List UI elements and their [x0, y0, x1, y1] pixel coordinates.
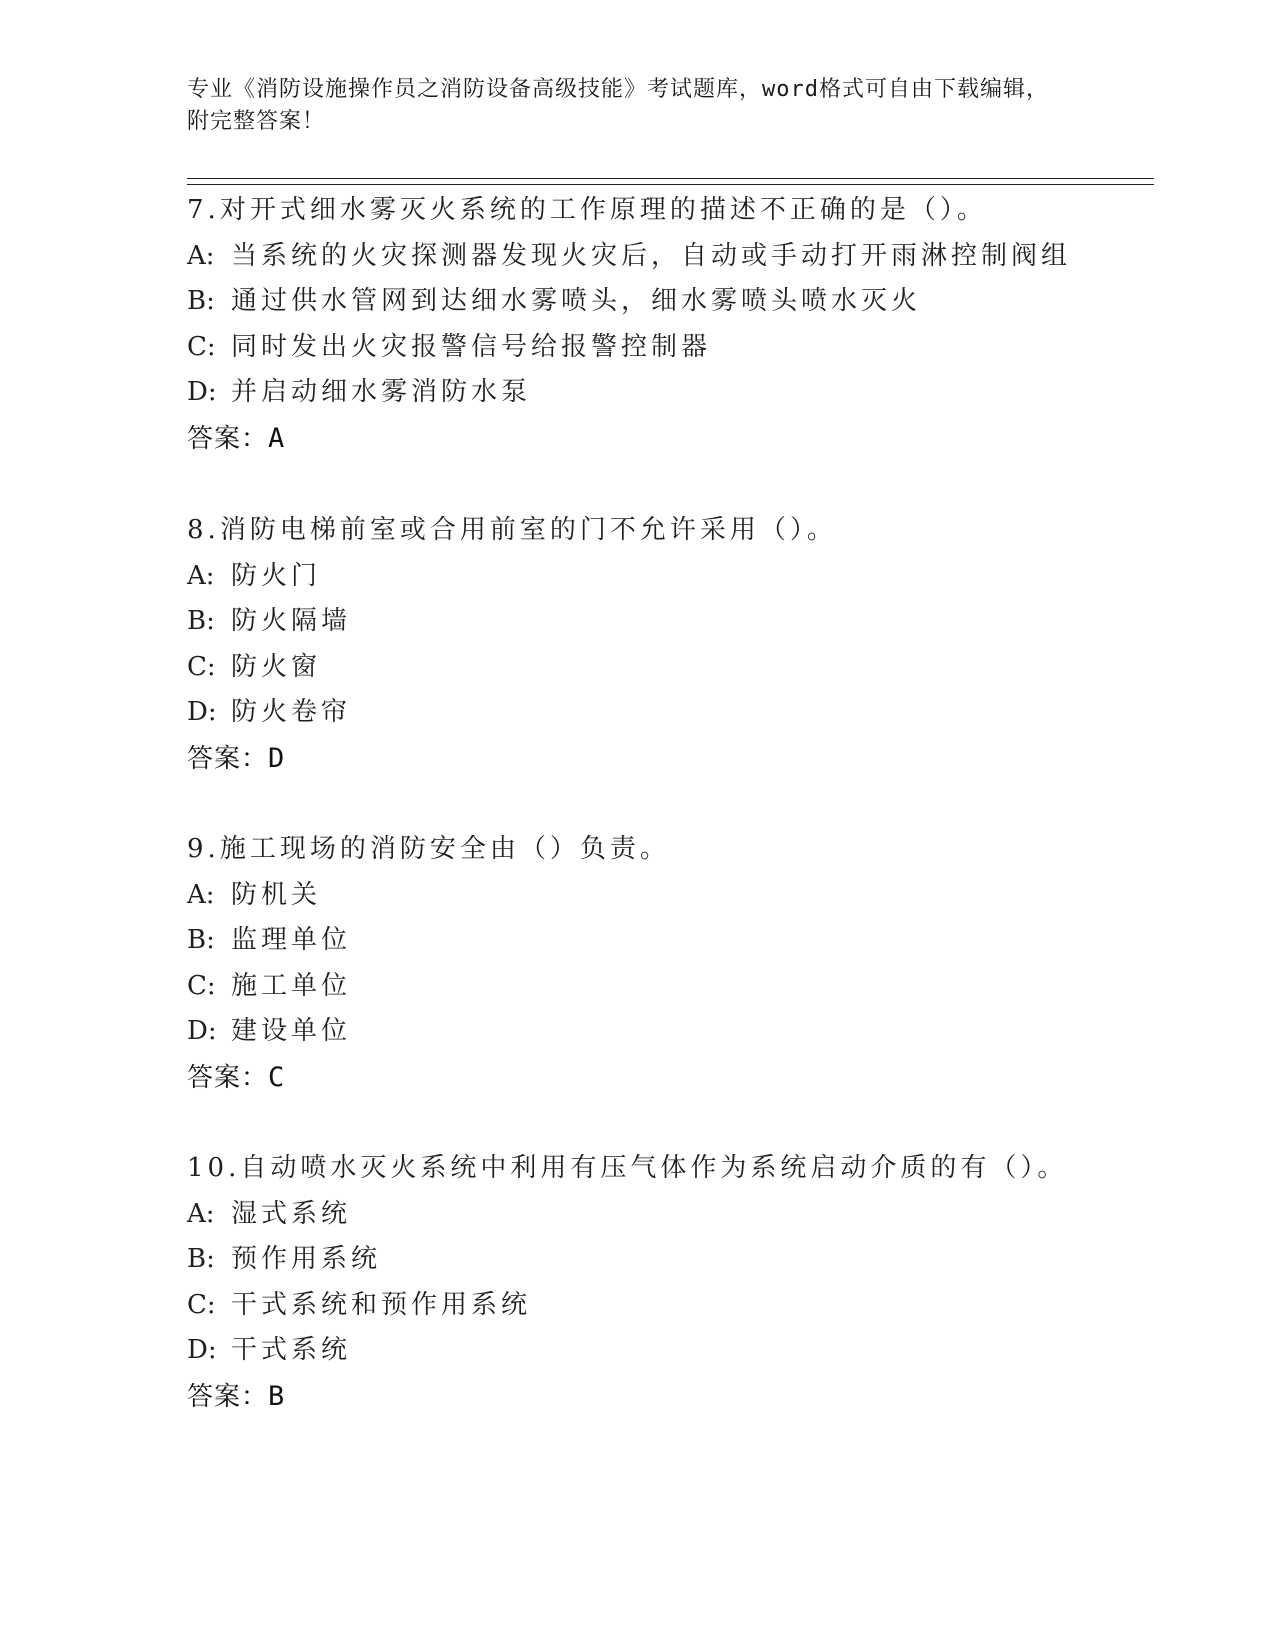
option-b: [187, 279, 1167, 325]
option-key: A:: [187, 240, 215, 271]
answer-label: 答案：: [187, 1381, 269, 1412]
option-text: 防火门: [231, 560, 322, 591]
option-c: [187, 964, 1167, 1010]
answer-value: D: [268, 742, 285, 774]
option-d: [187, 690, 1167, 736]
option-a: [187, 873, 1167, 919]
question-text: 消防电梯前室或合用前室的门不允许采用（）。: [219, 515, 837, 545]
option-c: [187, 1283, 1167, 1329]
question-stem: [187, 1146, 1167, 1192]
option-d: [187, 1328, 1167, 1374]
question-text: 施工现场的消防安全由（）负责。: [219, 834, 670, 864]
option-d: [187, 370, 1167, 416]
answer-label: 答案：: [187, 1062, 269, 1093]
option-text: 当系统的火灾探测器发现火灾后，自动或手动打开雨淋控制阀组: [231, 240, 1072, 271]
option-key: C:: [187, 970, 216, 1001]
question-block: [187, 508, 1167, 781]
option-key: B:: [187, 1244, 215, 1274]
question-stem: [187, 827, 1167, 873]
option-key: D:: [187, 1335, 217, 1365]
option-key: B:: [187, 606, 215, 636]
option-a: [187, 554, 1167, 600]
question-text: 自动喷水灭火系统中利用有压气体作为系统启动介质的有（）。: [240, 1153, 1068, 1183]
option-key: C:: [187, 331, 216, 362]
option-text: 通过供水管网到达细水雾喷头，细水雾喷头喷水灭火: [231, 286, 922, 316]
question-number: 10.: [187, 1153, 241, 1183]
option-c: [187, 325, 1167, 371]
question-stem: [187, 188, 1167, 234]
option-a: [187, 234, 1167, 280]
option-text: 预作用系统: [231, 1244, 382, 1274]
option-text: 建设单位: [231, 1016, 352, 1046]
option-key: D:: [187, 697, 217, 727]
option-c: [187, 645, 1167, 691]
option-text: 同时发出火灾报警信号给报警控制器: [231, 331, 712, 362]
option-b: [187, 1237, 1167, 1283]
question-number: 7.: [187, 195, 220, 225]
question-number: 8.: [187, 515, 220, 545]
option-text: 干式系统和预作用系统: [231, 1289, 532, 1320]
option-d: [187, 1009, 1167, 1055]
option-text: 防火隔墙: [231, 606, 352, 636]
answer-line: [187, 736, 1167, 782]
option-text: 湿式系统: [231, 1198, 352, 1229]
answer-label: 答案：: [187, 423, 269, 454]
answer-line: [187, 1055, 1167, 1101]
question-block: [187, 827, 1167, 1100]
answer-label: 答案：: [187, 743, 269, 774]
option-text: 监理单位: [231, 925, 352, 955]
answer-value: B: [268, 1380, 285, 1412]
option-key: C:: [187, 651, 216, 682]
option-key: D:: [187, 377, 217, 407]
option-key: B:: [187, 925, 215, 955]
option-key: A:: [187, 560, 215, 591]
answer-value: A: [268, 422, 285, 454]
option-a: [187, 1192, 1167, 1238]
option-text: 干式系统: [231, 1335, 352, 1365]
option-text: 防火窗: [231, 651, 322, 682]
question-block: [187, 188, 1167, 461]
answer-line: [187, 416, 1167, 462]
header-divider-bottom: [187, 184, 1154, 185]
option-b: [187, 599, 1167, 645]
option-text: 防机关: [231, 879, 322, 910]
answer-value: C: [268, 1061, 285, 1093]
option-b: [187, 918, 1167, 964]
header-divider-top: [187, 178, 1154, 179]
option-key: C:: [187, 1289, 216, 1320]
option-key: A:: [187, 879, 215, 910]
document-intro: 专业《消防设施操作员之消防设备高级技能》考试题库，word格式可自由下载编辑，附完整答案！: [187, 77, 1049, 134]
question-number: 9.: [187, 834, 220, 864]
option-key: B:: [187, 286, 215, 316]
question-block: [187, 1146, 1167, 1419]
option-text: 防火卷帘: [231, 697, 352, 727]
option-key: A:: [187, 1198, 215, 1229]
option-key: D:: [187, 1016, 217, 1046]
question-text: 对开式细水雾灭火系统的工作原理的描述不正确的是（）。: [219, 195, 987, 225]
option-text: 并启动细水雾消防水泵: [231, 377, 532, 407]
question-stem: [187, 508, 1167, 554]
answer-line: [187, 1374, 1167, 1420]
option-text: 施工单位: [231, 970, 352, 1001]
